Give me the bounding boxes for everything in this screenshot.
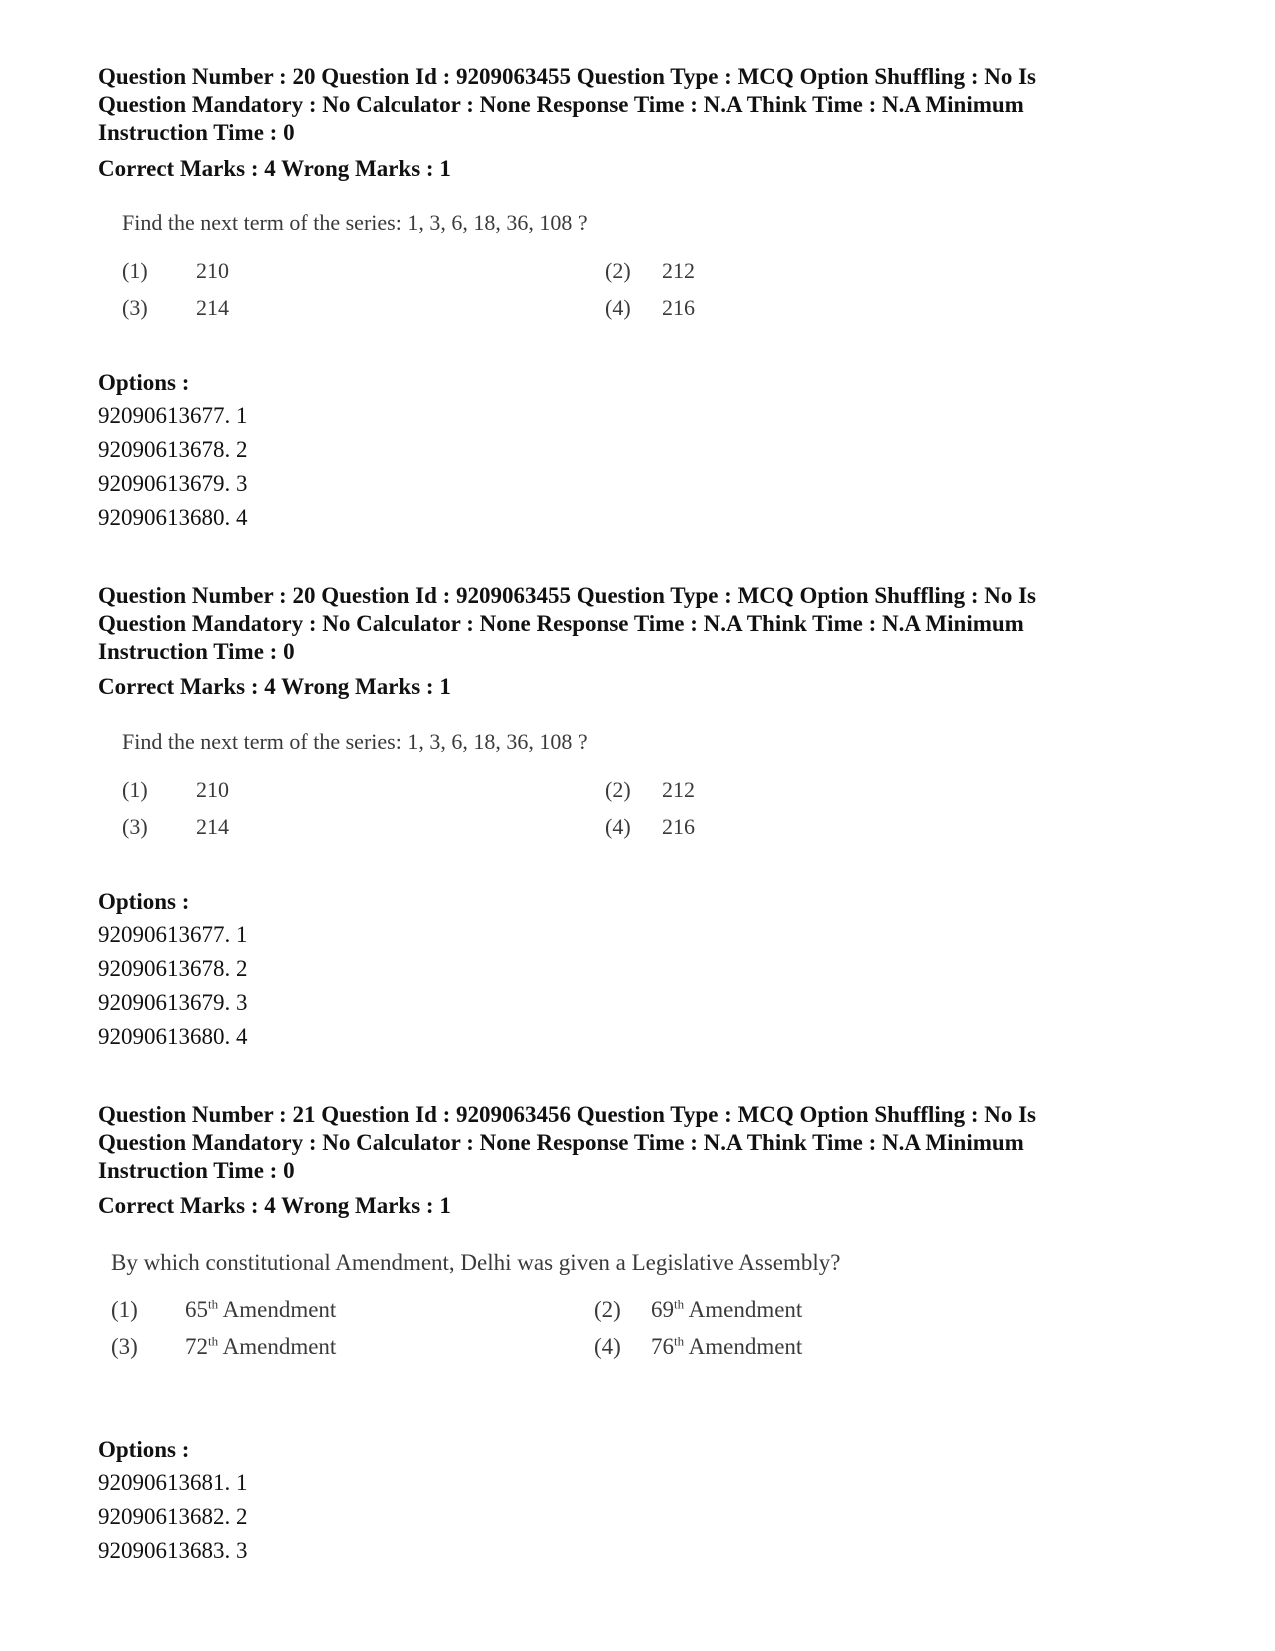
choice-ordinal: th <box>208 1333 219 1349</box>
option-line: 92090613683. 3 <box>98 1538 248 1563</box>
option-line: 92090613679. 3 <box>98 471 248 496</box>
meta-line: Question Number : 21 Question Id : 9209063456 Question Type : MCQ Option Shuffling : No Is <box>98 1102 1037 1127</box>
choice-number: (2) <box>605 258 631 283</box>
choice-value: 216 <box>662 295 695 320</box>
meta-line: Question Number : 20 Question Id : 9209063455 Question Type : MCQ Option Shuffling : No Is <box>98 583 1037 608</box>
choice-number: (3) <box>122 814 148 839</box>
option-line: 92090613681. 1 <box>98 1470 248 1495</box>
choice-2 <box>605 777 695 803</box>
choice-value: 210 <box>196 777 229 802</box>
question-meta <box>98 63 1158 147</box>
option-line: 92090613678. 2 <box>98 437 248 462</box>
question-stem: Find the next term of the series: 1, 3, 6, 18, 36, 108 ? <box>122 210 588 235</box>
choice-number: (4) <box>594 1334 621 1359</box>
choice-value: 76 <box>651 1334 674 1359</box>
options-label: Options : <box>98 370 190 395</box>
choice-suffix: Amendment <box>218 1334 337 1359</box>
choice-number: (2) <box>605 777 631 802</box>
option-line: 92090613682. 2 <box>98 1504 248 1529</box>
choice-value: 210 <box>196 258 229 283</box>
meta-line: Question Number : 20 Question Id : 9209063455 Question Type : MCQ Option Shuffling : No Is <box>98 64 1037 89</box>
options-label: Options : <box>98 889 190 914</box>
choice-1 <box>111 1296 337 1323</box>
option-line: 92090613680. 4 <box>98 1024 248 1049</box>
choice-number: (1) <box>111 1297 138 1322</box>
meta-line: Instruction Time : 0 <box>98 639 295 664</box>
choice-value: 214 <box>196 295 229 320</box>
choice-4 <box>594 1333 803 1360</box>
question-stem: Find the next term of the series: 1, 3, 6, 18, 36, 108 ? <box>122 729 588 754</box>
question-meta <box>98 582 1158 666</box>
marks-line: Correct Marks : 4 Wrong Marks : 1 <box>98 674 451 699</box>
choice-suffix: Amendment <box>684 1334 803 1359</box>
choice-ordinal: th <box>674 1296 685 1312</box>
choice-number: (1) <box>122 258 148 283</box>
choice-value: 214 <box>196 814 229 839</box>
choice-value: 212 <box>662 258 695 283</box>
choice-ordinal: th <box>208 1296 219 1312</box>
choice-value: 69 <box>651 1297 674 1322</box>
meta-line: Instruction Time : 0 <box>98 120 295 145</box>
choice-1 <box>122 777 229 803</box>
choice-number: (1) <box>122 777 148 802</box>
question-stem: By which constitutional Amendment, Delhi was given a Legislative Assembly? <box>111 1250 841 1275</box>
choice-number: (3) <box>111 1334 138 1359</box>
choice-2 <box>605 258 695 284</box>
option-line: 92090613678. 2 <box>98 956 248 981</box>
choice-number: (2) <box>594 1297 621 1322</box>
meta-line: Question Mandatory : No Calculator : None Response Time : N.A Think Time : N.A Minimum <box>98 611 1024 636</box>
marks-line: Correct Marks : 4 Wrong Marks : 1 <box>98 1193 451 1218</box>
choice-2 <box>594 1296 803 1323</box>
choice-value: 65 <box>185 1297 208 1322</box>
choice-3 <box>111 1333 337 1360</box>
option-line: 92090613680. 4 <box>98 505 248 530</box>
options-label: Options : <box>98 1437 190 1462</box>
option-line: 92090613677. 1 <box>98 403 248 428</box>
choice-suffix: Amendment <box>218 1297 337 1322</box>
choice-number: (4) <box>605 295 631 320</box>
choice-ordinal: th <box>674 1333 685 1349</box>
choice-3 <box>122 814 229 840</box>
question-meta <box>98 1101 1158 1185</box>
choice-suffix: Amendment <box>684 1297 803 1322</box>
choice-value: 216 <box>662 814 695 839</box>
choice-3 <box>122 295 229 321</box>
choice-number: (4) <box>605 814 631 839</box>
choice-value: 212 <box>662 777 695 802</box>
choice-4 <box>605 295 695 321</box>
meta-line: Question Mandatory : No Calculator : None Response Time : N.A Think Time : N.A Minimum <box>98 92 1024 117</box>
option-line: 92090613677. 1 <box>98 922 248 947</box>
marks-line: Correct Marks : 4 Wrong Marks : 1 <box>98 156 451 181</box>
option-line: 92090613679. 3 <box>98 990 248 1015</box>
choice-1 <box>122 258 229 284</box>
meta-line: Question Mandatory : No Calculator : None Response Time : N.A Think Time : N.A Minimum <box>98 1130 1024 1155</box>
choice-4 <box>605 814 695 840</box>
choice-value: 72 <box>185 1334 208 1359</box>
choice-number: (3) <box>122 295 148 320</box>
meta-line: Instruction Time : 0 <box>98 1158 295 1183</box>
